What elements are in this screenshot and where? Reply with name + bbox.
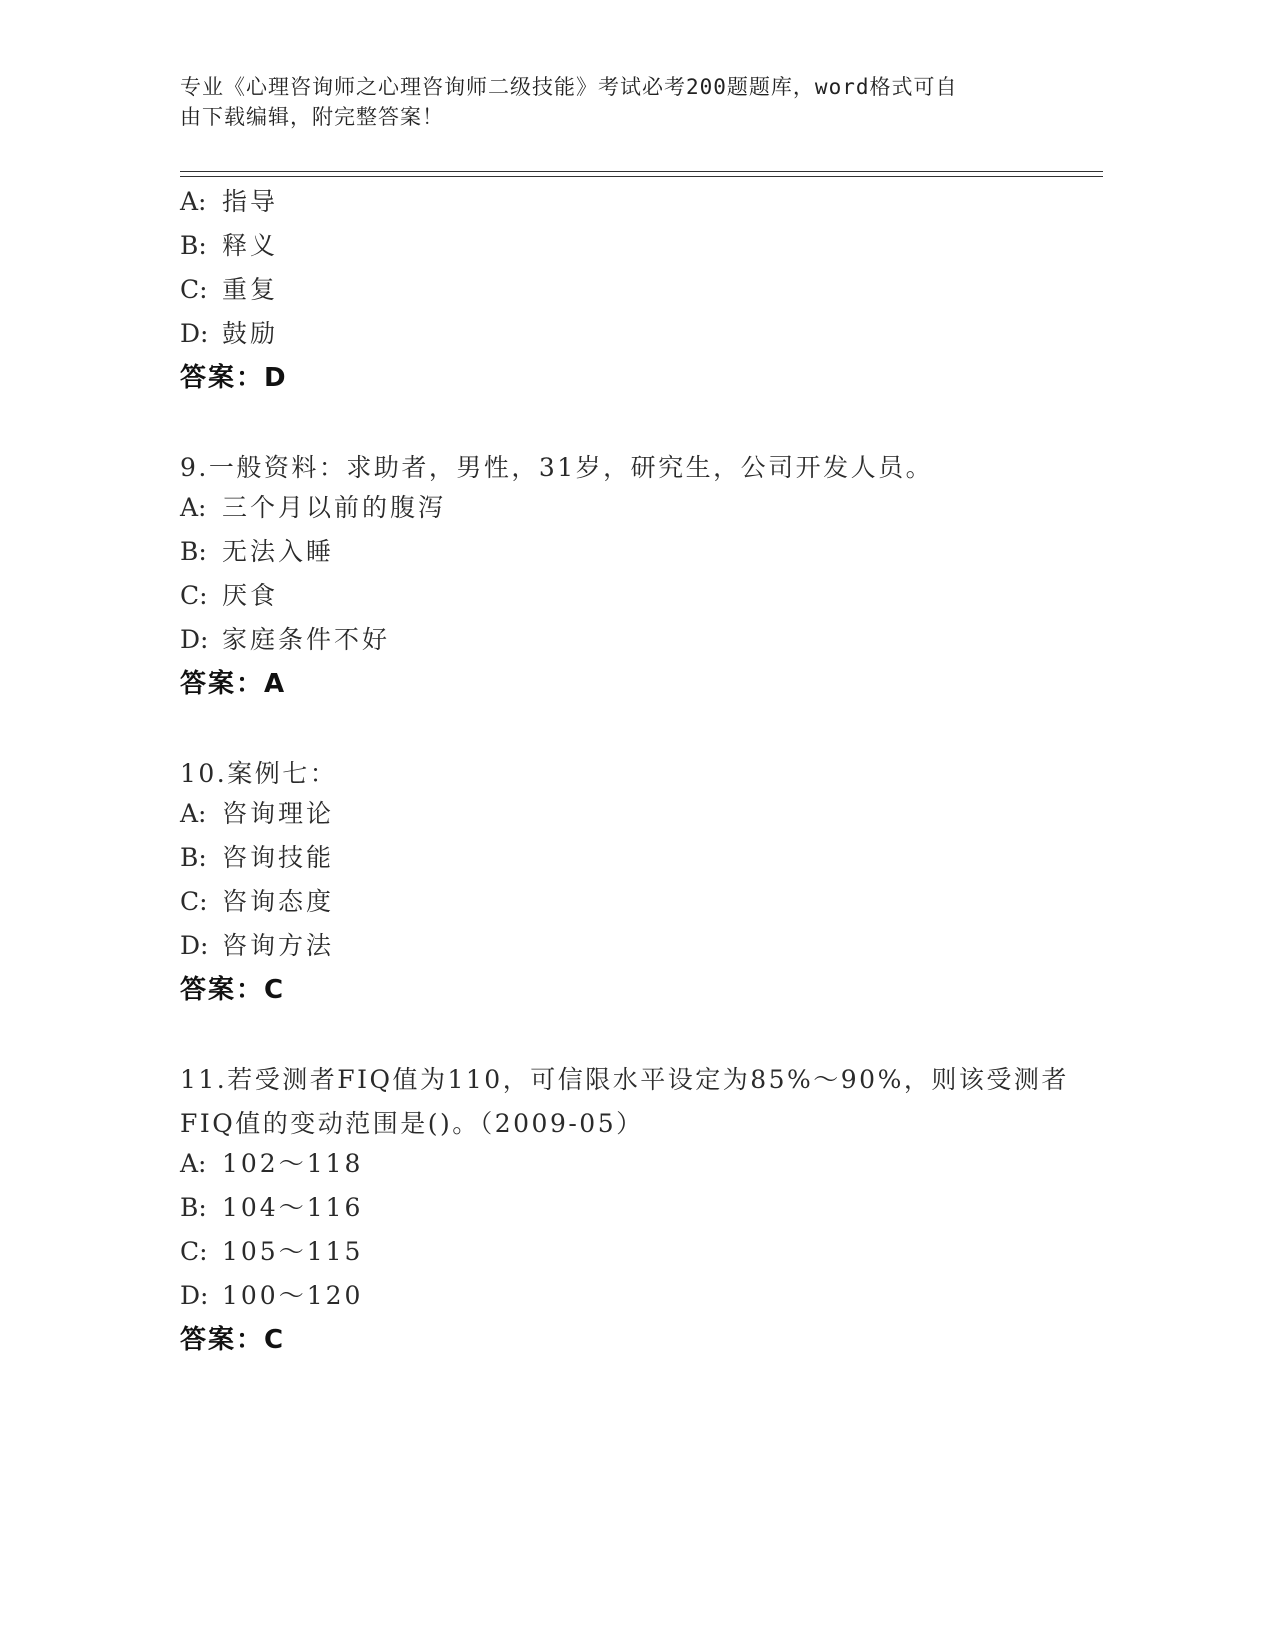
option-d: D: 鼓励	[180, 319, 279, 348]
question-10	[180, 752, 1103, 1016]
header-divider-top	[180, 171, 1103, 172]
option-c: C: 厌食	[180, 581, 279, 610]
answer-line: 答案：A	[180, 669, 287, 699]
question-title: 9.一般资料：求助者，男性，31岁，研究生，公司开发人员。	[180, 453, 934, 482]
option-a: A: 咨询理论	[180, 799, 335, 828]
answer-line: 答案：C	[180, 1325, 286, 1355]
question-title-line-2: FIQ值的变动范围是()。（2009-05）	[180, 1109, 644, 1138]
option-c: C: 重复	[180, 275, 279, 304]
question-title-line-1: 11.若受测者FIQ值为110，可信限水平设定为85%～90%，则该受测者	[180, 1065, 1069, 1094]
option-b: B: 释义	[180, 231, 279, 260]
option-c: C: 咨询态度	[180, 887, 335, 916]
option-d: D: 100～120	[180, 1281, 364, 1310]
option-d: D: 咨询方法	[180, 931, 335, 960]
header-divider-bottom	[180, 176, 1103, 177]
option-d: D: 家庭条件不好	[180, 625, 391, 654]
question-11	[180, 1058, 1103, 1366]
option-b: B: 咨询技能	[180, 843, 335, 872]
option-a: A: 102～118	[180, 1149, 364, 1178]
question-title: 10.案例七：	[180, 759, 338, 788]
header-line-2: 由下载编辑，附完整答案！	[180, 105, 444, 129]
option-b: B: 104～116	[180, 1193, 364, 1222]
option-c: C: 105～115	[180, 1237, 364, 1266]
document-header	[180, 72, 1060, 132]
answer-line: 答案：D	[180, 363, 288, 393]
header-line-1: 专业《心理咨询师之心理咨询师二级技能》考试必考200题题库，word格式可自	[180, 75, 958, 99]
question-list	[180, 184, 1103, 1366]
option-b: B: 无法入睡	[180, 537, 335, 566]
option-a: A: 指导	[180, 187, 279, 216]
option-a: A: 三个月以前的腹泻	[180, 493, 447, 522]
question-block-continued	[180, 184, 1103, 404]
question-9	[180, 446, 1103, 710]
answer-line: 答案：C	[180, 975, 286, 1005]
